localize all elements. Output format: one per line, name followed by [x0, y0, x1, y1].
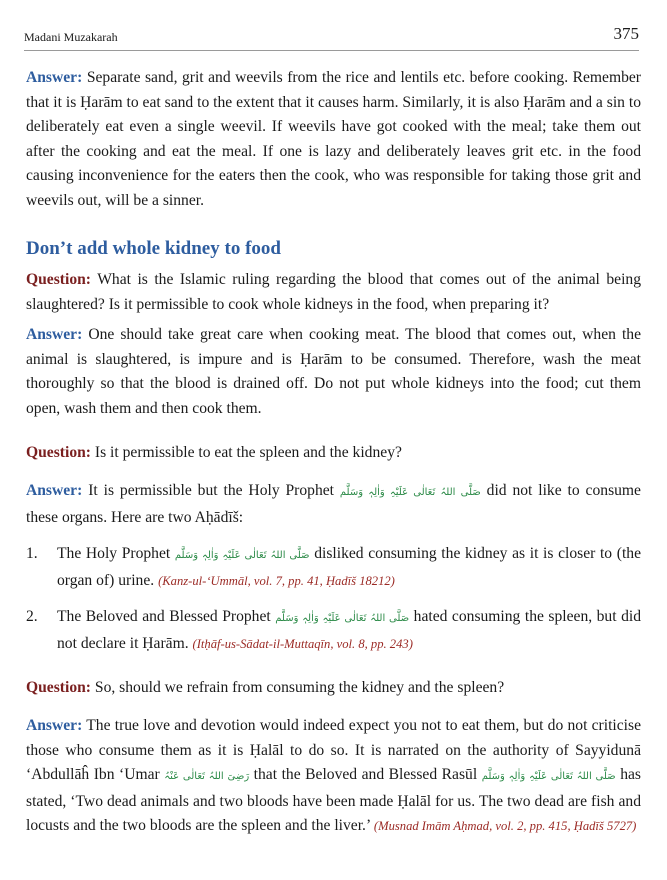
section-heading	[26, 238, 641, 260]
list-number: 2.	[26, 608, 38, 625]
answer-text: Separate sand, grit and weevils from the rice and lentils etc. before cooking. Remember that it is Ḥarām to eat sand to the extent that it causes harm. Similarly, it is also Ḥarām and a sin to deliberately eat even a single weevil. If weevils have got cooked with the meal; take them out after the cooking and eat the meal. If one is lazy and deliberately leaves grit etc. in the food causing inconvenience for the eaters then the cook, who was responsible for taking those grit and weevils out, will be a sinner.	[26, 69, 641, 209]
list-text: disliked consuming the kidney as it is closer to (the organ of) urine.	[57, 545, 641, 589]
question-text: What is the Islamic ruling regarding the blood that comes out of the animal being slaughtered? Is it permissible to cook whole kidneys in the food, when preparing it?	[26, 271, 641, 313]
answer-1	[26, 66, 641, 213]
answer-text: One should take great care when cooking meat. The blood that comes out, when the animal is slaughtered, is impure and is Ḥarām to be consumed. Therefore, wash the meat thoroughly so that the blood is drained off. Do not put whole kidneys into the food; cut them open, wash them and then cook them.	[26, 326, 641, 417]
list-text: The Beloved and Blessed Prophet	[57, 608, 271, 625]
citation: (Musnad Imām Aḥmad, vol. 2, pp. 415, Ḥadīš 5727)	[373, 819, 637, 833]
answer-text: that the Beloved and Blessed Rasūl	[253, 766, 478, 783]
question-text: Is it permissible to eat the spleen and the kidney?	[94, 444, 402, 461]
answer-text: The true love and devotion would indeed expect you not to eat them, but do not criticise those who consume them as it is Ḥalāl to do so. It is narrated on the authority of Sayyidunā ‘Abdullāĥ Ibn ‘Umar	[26, 717, 641, 783]
heading-kidney: Don’t add whole kidney to food	[26, 238, 281, 259]
list-text: The Holy Prophet	[57, 545, 171, 562]
salutation-calligraphy: صَلَّی اللہُ تَعَالٰی عَلَیْہِ وَاٰلِہٖ وَسَلَّم	[174, 550, 310, 561]
page-header	[24, 24, 639, 51]
salutation-calligraphy: صَلَّی اللہُ تَعَالٰی عَلَیْہِ وَاٰلِہٖ وَسَلَّم	[481, 771, 616, 782]
question-3	[26, 676, 641, 701]
answer-2	[26, 323, 641, 421]
answer-label: Answer:	[26, 717, 83, 734]
answer-4	[26, 714, 641, 839]
answer-text: It is permissible but the Holy Prophet	[88, 482, 335, 499]
question-1	[26, 268, 641, 317]
list-number: 1.	[26, 545, 38, 562]
answer-3	[26, 479, 641, 530]
salutation-calligraphy: صَلَّی اللہُ تَعَالٰی عَلَیْہِ وَاٰلِہٖ وَسَلَّم	[339, 487, 481, 498]
question-label: Question:	[26, 679, 91, 696]
question-text: So, should we refrain from consuming the kidney and the spleen?	[94, 679, 505, 696]
question-2	[26, 441, 641, 466]
salutation-calligraphy: صَلَّی اللہُ تَعَالٰی عَلَیْہِ وَاٰلِہٖ وَسَلَّم	[275, 613, 410, 624]
answer-text: has stated, ‘Two dead animals and two bloods have been made Ḥalāl for us. The two dead are fish and locusts and the two bloods are the spleen and the liver.’	[26, 766, 641, 834]
answer-label: Answer:	[26, 69, 83, 86]
page-number: 375	[613, 24, 639, 43]
running-head: Madani Muzakarah	[24, 30, 118, 44]
citation: (Kanz-ul-‘Ummāl, vol. 7, pp. 41, Ḥadīš 18212)	[158, 573, 395, 588]
list-item	[26, 605, 641, 656]
answer-label: Answer:	[26, 482, 83, 499]
list-item	[26, 542, 641, 593]
radiyallah-calligraphy: رَضِیَ اللہُ تَعَالٰی عَنْہُ	[164, 771, 250, 782]
answer-label: Answer:	[26, 326, 83, 343]
list-text: hated consuming the spleen, but did not declare it Ḥarām.	[57, 608, 641, 652]
citation: (Itḥāf-us-Sādat-il-Muttaqīn, vol. 8, pp. 243)	[192, 636, 413, 651]
question-label: Question:	[26, 444, 91, 461]
answer-text: did not like to consume these organs. Here are two Aḥādīš:	[26, 482, 641, 526]
question-label: Question:	[26, 271, 91, 288]
